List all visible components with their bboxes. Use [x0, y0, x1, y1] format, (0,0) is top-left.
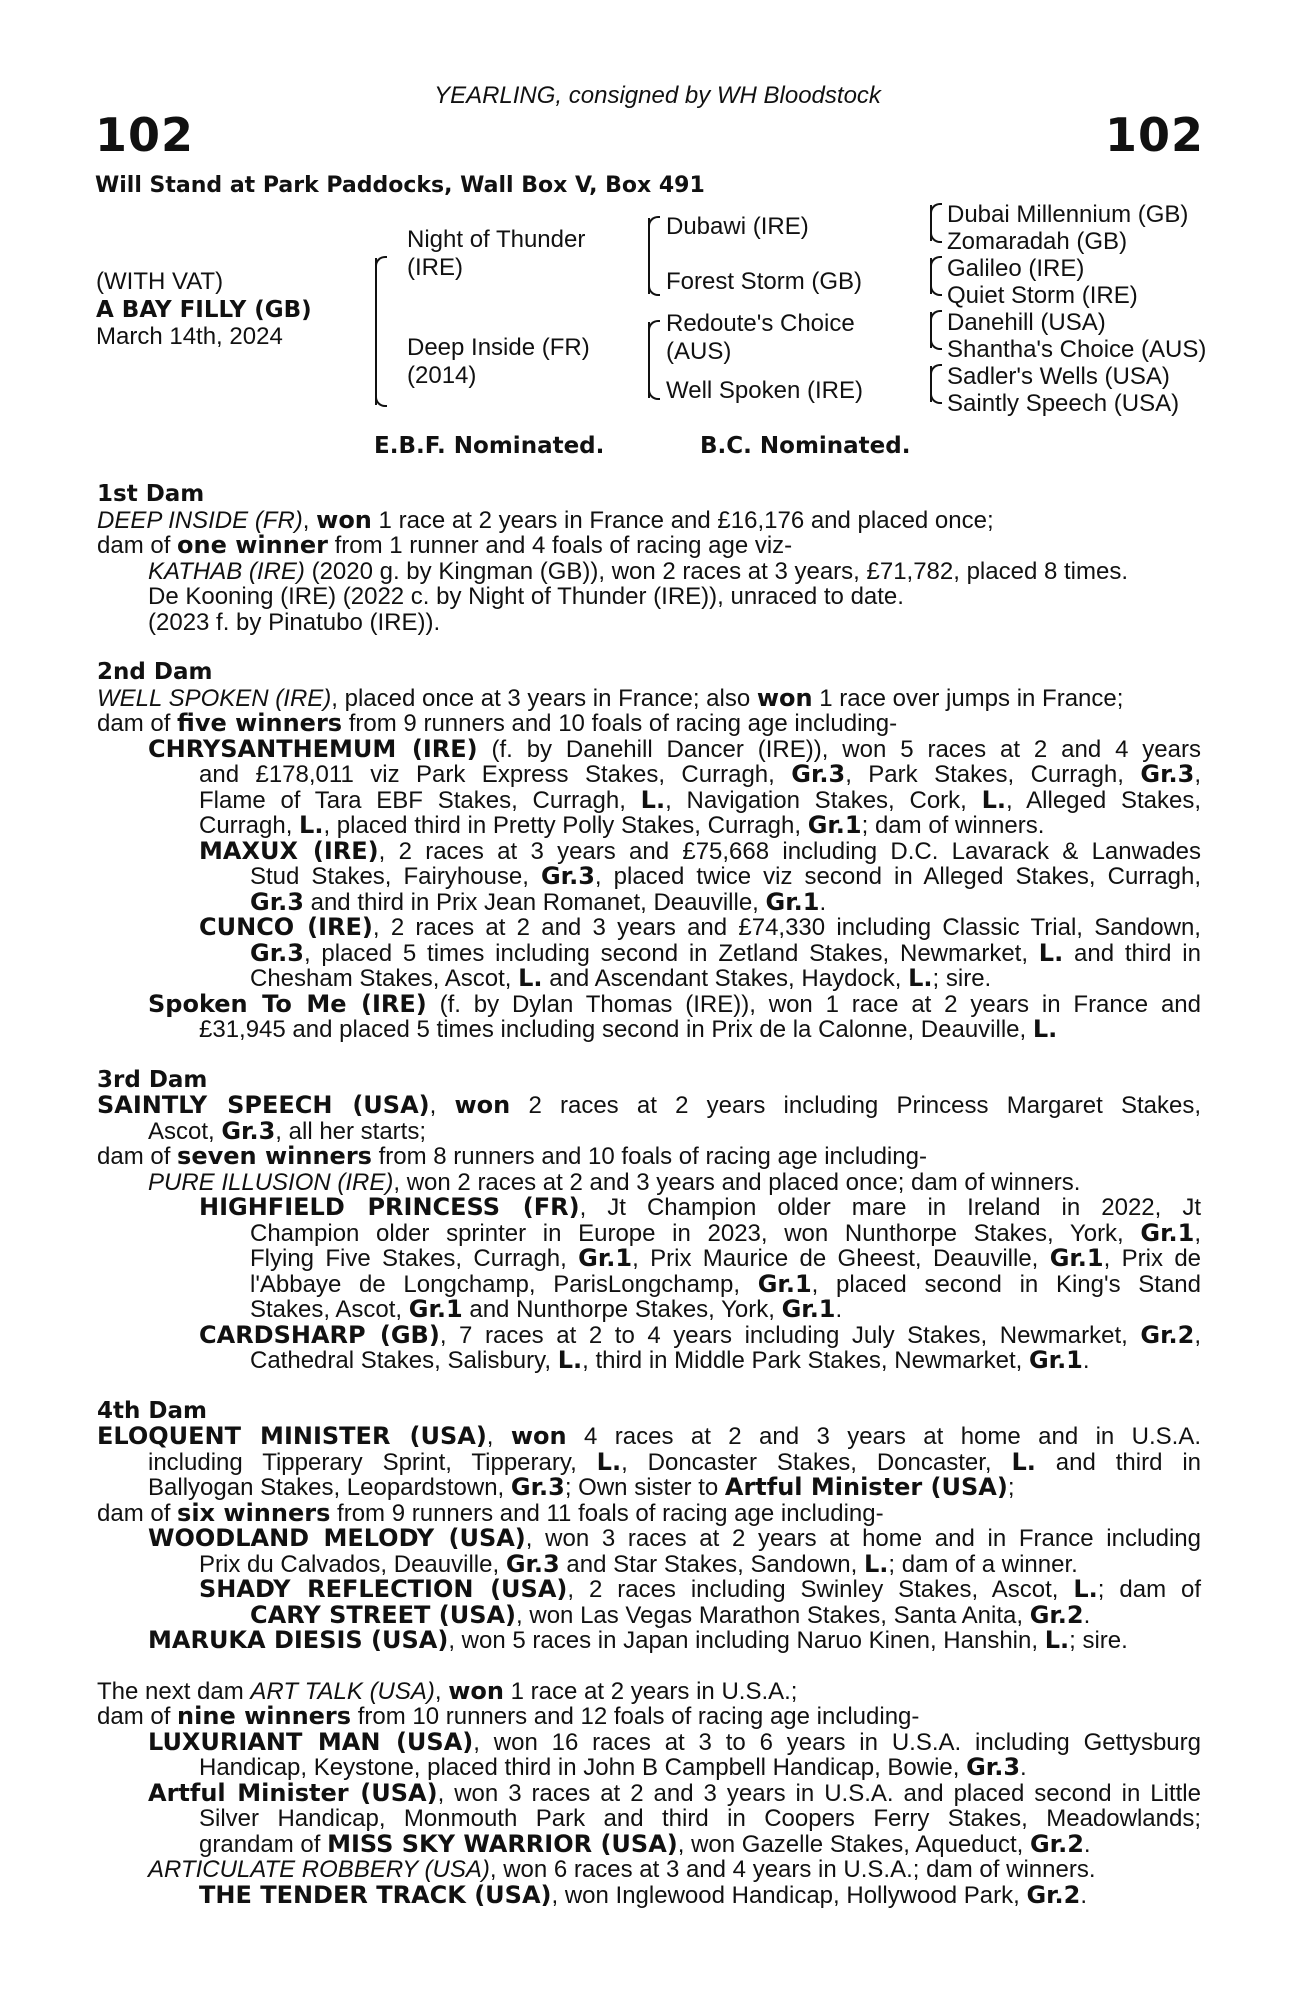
great-grandparent-2: Zomaradah (GB): [947, 228, 1128, 255]
progeny-artful-minister-3: grandam of MISS SKY WARRIOR (USA), won Gazelle Stakes, Aqueduct, Gr.2.: [199, 1829, 1091, 1858]
great-grandparent-3: Galileo (IRE): [947, 255, 1085, 282]
progeny-2023-filly: (2023 f. by Pinatubo (IRE)).: [148, 608, 441, 636]
progeny-chrysanthemum-2: and £178,011 viz Park Express Stakes, Curragh, Gr.3, Park Stakes, Curragh, Gr.3,: [199, 760, 1201, 788]
progeny-kathab: KATHAB (IRE) (2020 g. by Kingman (GB)), won 2 races at 3 years, £71,782, placed 8 times.: [148, 557, 1128, 585]
grandsire-maternal: Redoute's Choice (AUS): [666, 310, 855, 365]
fourth-dam-produce: dam of six winners from 9 runners and 11 foals of racing age including-: [97, 1498, 884, 1527]
bc-nomination: B.C. Nominated.: [700, 433, 911, 459]
third-dam-heading: 3rd Dam: [97, 1066, 208, 1093]
pedigree-brace-g3: [930, 312, 932, 348]
second-dam-heading: 2nd Dam: [97, 659, 213, 685]
next-dam-produce: dam of nine winners from 10 runners and 12 foals of racing age including-: [97, 1702, 920, 1730]
progeny-chrysanthemum: CHRYSANTHEMUM (IRE) (f. by Danehill Dancer (IRE)), won 5 races at 2 and 4 years: [148, 734, 1201, 763]
first-dam-produce: dam of one winner from 1 runner and 4 foals of racing age viz-: [97, 531, 793, 559]
fourth-dam-record: ELOQUENT MINISTER (USA), won 4 races at 2 and 3 years at home and in U.S.A.: [97, 1422, 1201, 1450]
progeny-maruka-diesis: MARUKA DIESIS (USA), won 5 races in Japan including Naruo Kinen, Hanshin, L.; sire.: [148, 1626, 1128, 1654]
progeny-cardsharp-2: Cathedral Stakes, Salisbury, L., third in Middle Park Stakes, Newmarket, Gr.1.: [250, 1346, 1090, 1374]
progeny-maxux-3: Gr.3 and third in Prix Jean Romanet, Deauville, Gr.1.: [250, 887, 827, 916]
catalogue-subtitle: YEARLING, consigned by WH Bloodstock: [434, 82, 881, 109]
stand-location: Will Stand at Park Paddocks, Wall Box V, Box 491: [95, 173, 705, 198]
progeny-maxux-2: Stud Stakes, Fairyhouse, Gr.3, placed twice viz second in Alleged Stakes, Curragh,: [250, 862, 1202, 890]
great-grandparent-6: Shantha's Choice (AUS): [947, 336, 1207, 363]
progeny-highfield-princess-5: Stakes, Ascot, Gr.1 and Nunthorpe Stakes, York, Gr.1.: [250, 1295, 843, 1323]
progeny-cardsharp: CARDSHARP (GB), 7 races at 2 to 4 years including July Stakes, Newmarket, Gr.2,: [199, 1320, 1201, 1349]
horse-dob: March 14th, 2024: [96, 323, 283, 350]
lot-number-left: 102: [95, 108, 195, 162]
horse-name: A BAY FILLY (GB): [96, 297, 312, 323]
dam-name: Deep Inside (FR) (2014): [407, 334, 590, 389]
progeny-cunco-2: Gr.3, placed 5 times including second in Zetland Stakes, Newmarket, L. and third in: [250, 938, 1201, 967]
progeny-luxuriant-man-2: Handicap, Keystone, placed third in John B Campbell Handicap, Bowie, Gr.3.: [199, 1753, 1027, 1781]
great-grandparent-5: Danehill (USA): [947, 309, 1106, 336]
progeny-woodland-melody: WOODLAND MELODY (USA), won 3 races at 2 years at home and in France including: [148, 1524, 1201, 1552]
pedigree-brace-g2: [930, 258, 932, 294]
granddam-maternal: Well Spoken (IRE): [666, 377, 863, 404]
sire-name: Night of Thunder (IRE): [407, 226, 586, 281]
progeny-highfield-princess-2: Champion older sprinter in Europe in 2023, won Nunthorpe Stakes, York, Gr.1,: [250, 1218, 1201, 1247]
granddam-paternal: Forest Storm (GB): [666, 268, 863, 295]
progeny-de-kooning: De Kooning (IRE) (2022 c. by Night of Thunder (IRE)), unraced to date.: [148, 583, 904, 610]
first-dam-record: DEEP INSIDE (FR), won 1 race at 2 years in France and £16,176 and placed once;: [97, 505, 994, 534]
progeny-highfield-princess-3: Flying Five Stakes, Curragh, Gr.1, Prix Maurice de Gheest, Deauville, Gr.1, Prix de: [250, 1244, 1202, 1272]
pedigree-brace-g4: [930, 366, 932, 402]
great-grandparent-1: Dubai Millennium (GB): [947, 201, 1189, 228]
progeny-highfield-princess: HIGHFIELD PRINCESS (FR), Jt Champion older mare in Ireland in 2022, Jt: [199, 1193, 1202, 1221]
great-grandparent-7: Sadler's Wells (USA): [947, 363, 1170, 390]
progeny-woodland-melody-2: Prix du Calvados, Deauville, Gr.3 and Star Stakes, Sandown, L.; dam of a winner.: [199, 1549, 1078, 1578]
third-dam-produce: dam of seven winners from 8 runners and 10 foals of racing age including-: [97, 1142, 927, 1170]
pedigree-brace-main: [375, 258, 377, 405]
progeny-chrysanthemum-3: Flame of Tara EBF Stakes, Curragh, L., Navigation Stakes, Cork, L., Alleged Stakes,: [199, 785, 1202, 814]
great-grandparent-8: Saintly Speech (USA): [947, 390, 1180, 417]
progeny-highfield-princess-4: l'Abbaye de Longchamp, ParisLongchamp, Gr.1, placed second in King's Stand: [250, 1269, 1202, 1298]
fourth-dam-record-3: Ballyogan Stakes, Leopardstown, Gr.3; Own sister to Artful Minister (USA);: [148, 1473, 1015, 1501]
progeny-artful-minister-2: Silver Handicap, Monmouth Park and third in Coopers Ferry Stakes, Meadowlands;: [199, 1805, 1201, 1832]
second-dam-record: WELL SPOKEN (IRE), placed once at 3 years in France; also won 1 race over jumps in France;: [97, 683, 1124, 712]
progeny-spoken-to-me: Spoken To Me (IRE) (f. by Dylan Thomas (IRE)), won 1 race at 2 years in France and: [148, 989, 1201, 1018]
third-dam-record-2: Ascot, Gr.3, all her starts;: [148, 1116, 427, 1145]
next-dam-record: The next dam ART TALK (USA), won 1 race at 2 years in U.S.A.;: [97, 1676, 798, 1705]
fourth-dam-heading: 4th Dam: [97, 1397, 207, 1424]
pedigree-body: [97, 482, 1201, 1908]
progeny-pure-illusion: PURE ILLUSION (IRE), won 2 races at 2 and 3 years and placed once; dam of winners.: [148, 1168, 1081, 1196]
progeny-artful-minister: Artful Minister (USA), won 3 races at 2 and 3 years in U.S.A. and placed second in Little: [148, 1778, 1201, 1807]
grandsire-paternal: Dubawi (IRE): [666, 213, 809, 240]
progeny-shady-reflection: SHADY REFLECTION (USA), 2 races including Swinley Stakes, Ascot, L.; dam of: [199, 1575, 1202, 1603]
progeny-cary-street: CARY STREET (USA), won Las Vegas Marathon Stakes, Santa Anita, Gr.2.: [250, 1600, 1091, 1629]
progeny-the-tender-track: THE TENDER TRACK (USA), won Inglewood Handicap, Hollywood Park, Gr.2.: [199, 1880, 1088, 1909]
second-dam-produce: dam of five winners from 9 runners and 10 foals of racing age including-: [97, 709, 898, 737]
fourth-dam-record-2: including Tipperary Sprint, Tipperary, L., Doncaster Stakes, Doncaster, L. and third in: [148, 1447, 1201, 1476]
progeny-luxuriant-man: LUXURIANT MAN (USA), won 16 races at 3 to 6 years in U.S.A. including Gettysburg: [148, 1727, 1201, 1756]
first-dam-heading: 1st Dam: [97, 481, 205, 507]
pedigree-brace-sire: [648, 218, 650, 294]
progeny-articulate-robbery: ARTICULATE ROBBERY (USA), won 6 races at 3 and 4 years in U.S.A.; dam of winners.: [148, 1856, 1096, 1883]
progeny-cunco-3: Chesham Stakes, Ascot, L. and Ascendant Stakes, Haydock, L.; sire.: [250, 964, 992, 992]
vat-note: (WITH VAT): [96, 268, 224, 295]
progeny-cunco: CUNCO (IRE), 2 races at 2 and 3 years and £74,330 including Classic Trial, Sandown,: [199, 913, 1201, 941]
progeny-spoken-to-me-2: £31,945 and placed 5 times including second in Prix de la Calonne, Deauville, L.: [199, 1015, 1058, 1043]
pedigree-brace-dam: [648, 322, 650, 398]
third-dam-record: SAINTLY SPEECH (USA), won 2 races at 2 years including Princess Margaret Stakes,: [97, 1091, 1201, 1119]
ebf-nomination: E.B.F. Nominated.: [374, 433, 605, 459]
progeny-chrysanthemum-4: Curragh, L., placed third in Pretty Polly Stakes, Curragh, Gr.1; dam of winners.: [199, 811, 1045, 839]
great-grandparent-4: Quiet Storm (IRE): [947, 282, 1138, 309]
lot-number-right: 102: [1104, 108, 1204, 162]
pedigree-brace-g1: [930, 205, 932, 241]
progeny-maxux: MAXUX (IRE), 2 races at 3 years and £75,668 including D.C. Lavarack & Lanwades: [199, 836, 1201, 865]
